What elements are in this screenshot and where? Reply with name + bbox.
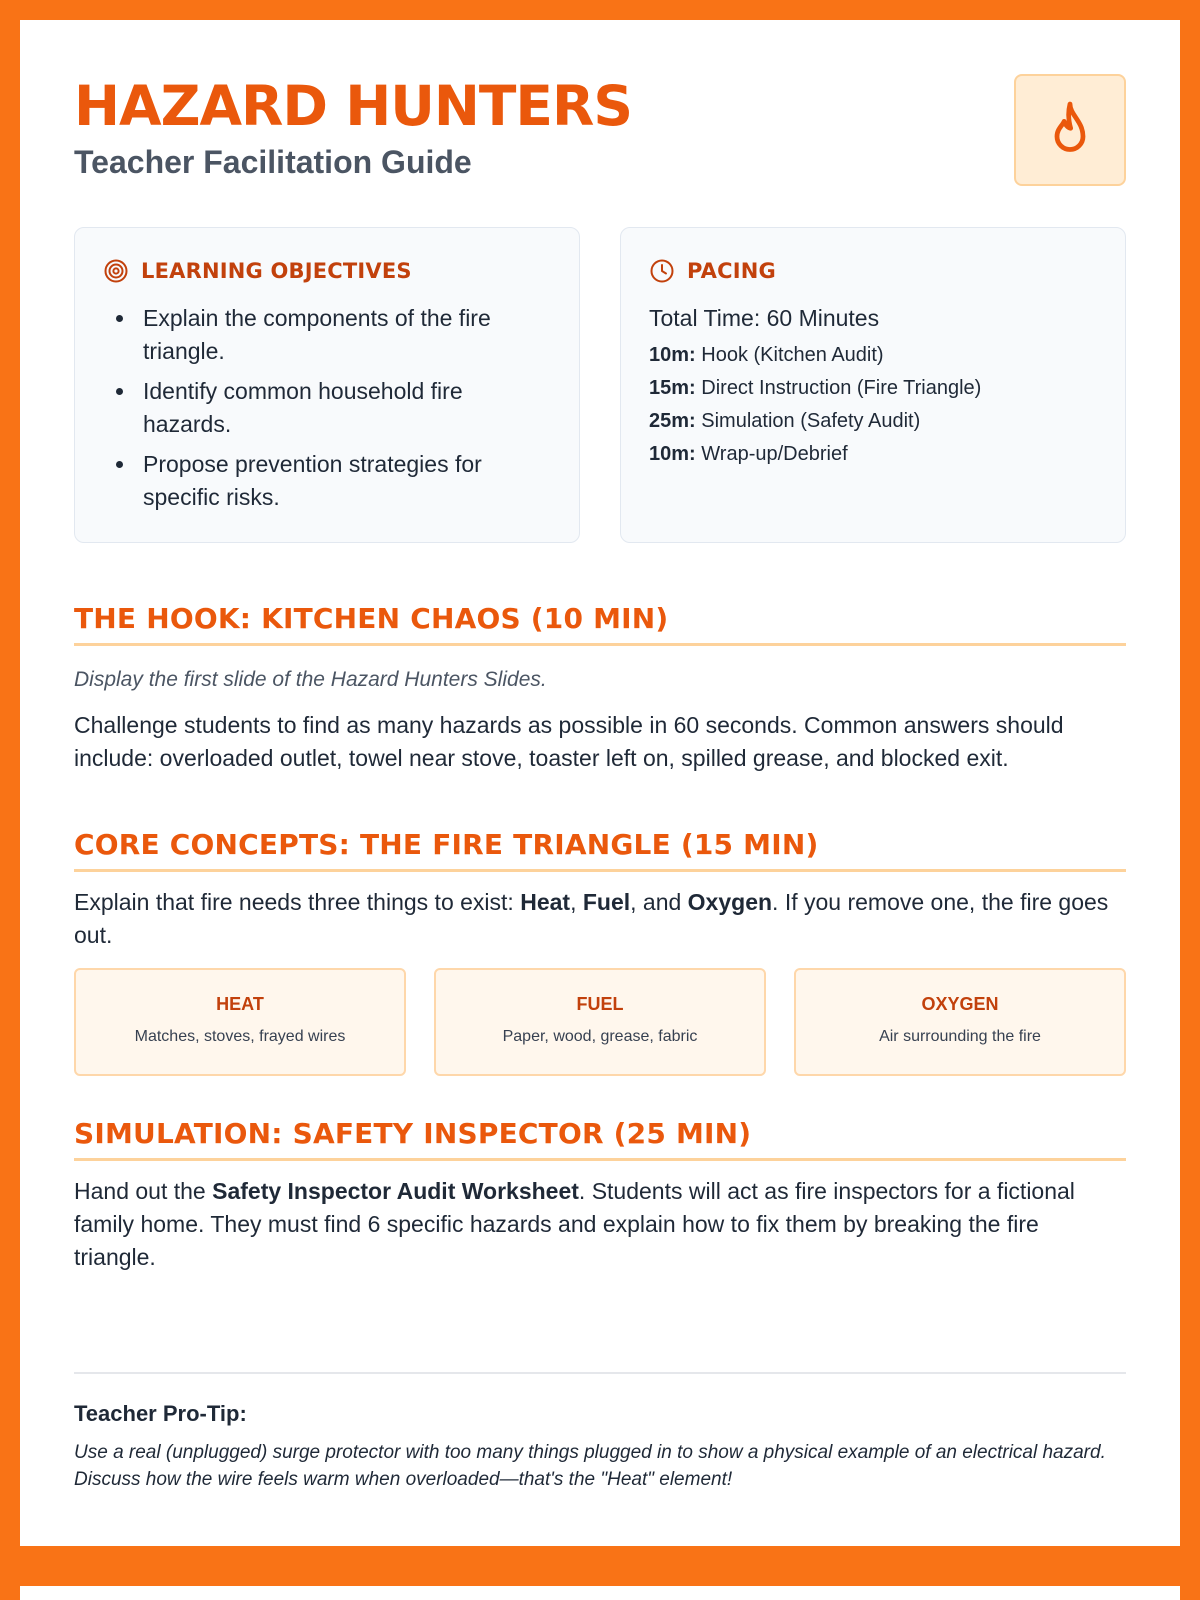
flame-badge (1014, 74, 1126, 186)
guide-page (20, 20, 1180, 1546)
oxygen-label: OXYGEN (921, 994, 999, 1014)
hook-text: Challenge students to find as many hazards as possible in 60 seconds. Common answers should include: overloaded outlet, towel near stove, toaster left on, spilled grease, and blocked exit. (74, 712, 1064, 771)
tip-title: Teacher Pro-Tip: (74, 1401, 247, 1426)
pacing-row: 15m: Direct Instruction (Fire Triangle) (649, 377, 982, 399)
tip-text: Use a real (unplugged) surge protector with too many things plugged in to show a physical example of an electrical hazard. Discuss how the wire feels warm when overloaded—that's the "Heat" element! (74, 1442, 1106, 1490)
core-text: Explain that fire needs three things to exist: Heat, Fuel, and Oxygen. If you remove one, the fire goes out. (74, 889, 1109, 948)
flame-icon (1044, 99, 1096, 161)
hook-note: Display the first slide of the Hazard Hunters Slides. (74, 668, 547, 691)
pacing-title: PACING (687, 259, 776, 283)
fire-triangle-cards (74, 968, 1126, 1076)
objectives-list (103, 302, 551, 514)
oxygen-card (794, 968, 1126, 1076)
simulation-text: Hand out the Safety Inspector Audit Worksheet. Students will act as fire inspectors for a fictional family home. They must find 6 specific hazards and explain how to fix them by breaking the fire triangle. (74, 1178, 1075, 1270)
objectives-title: LEARNING OBJECTIVES (141, 259, 412, 283)
page-title: HAZARD HUNTERS (74, 74, 632, 138)
list-item: • Explain the components of the fire triangle. (137, 302, 551, 368)
target-icon (103, 258, 129, 284)
pacing-row: 10m: Hook (Kitchen Audit) (649, 344, 884, 366)
pacing-card (620, 227, 1126, 543)
objectives-card (74, 227, 580, 543)
pacing-total: Total Time: 60 Minutes (649, 305, 880, 331)
divider (74, 1372, 1126, 1374)
pacing-row: 25m: Simulation (Safety Audit) (649, 410, 921, 432)
clock-icon (649, 258, 675, 284)
pacing-row: 10m: Wrap-up/Debrief (649, 443, 848, 465)
heat-label: HEAT (216, 994, 264, 1014)
header (74, 20, 1126, 227)
list-item: • Propose prevention strategies for specific risks. (137, 448, 551, 514)
heat-examples: Matches, stoves, frayed wires (134, 1028, 346, 1045)
heat-card (74, 968, 406, 1076)
fuel-card (434, 968, 766, 1076)
page-subtitle: Teacher Facilitation Guide (74, 144, 472, 180)
next-page-edge (20, 1586, 1180, 1600)
oxygen-examples: Air surrounding the fire (879, 1028, 1041, 1045)
hook-section-title: THE HOOK: KITCHEN CHAOS (10 MIN) (74, 601, 1126, 646)
core-section-title: CORE CONCEPTS: THE FIRE TRIANGLE (15 MIN) (74, 827, 1126, 872)
info-cards (74, 227, 1126, 543)
list-item: • Identify common household fire hazards. (137, 375, 551, 441)
simulation-section-title: SIMULATION: SAFETY INSPECTOR (25 MIN) (74, 1116, 1126, 1161)
fuel-examples: Paper, wood, grease, fabric (502, 1028, 698, 1045)
fuel-label: FUEL (576, 994, 624, 1014)
